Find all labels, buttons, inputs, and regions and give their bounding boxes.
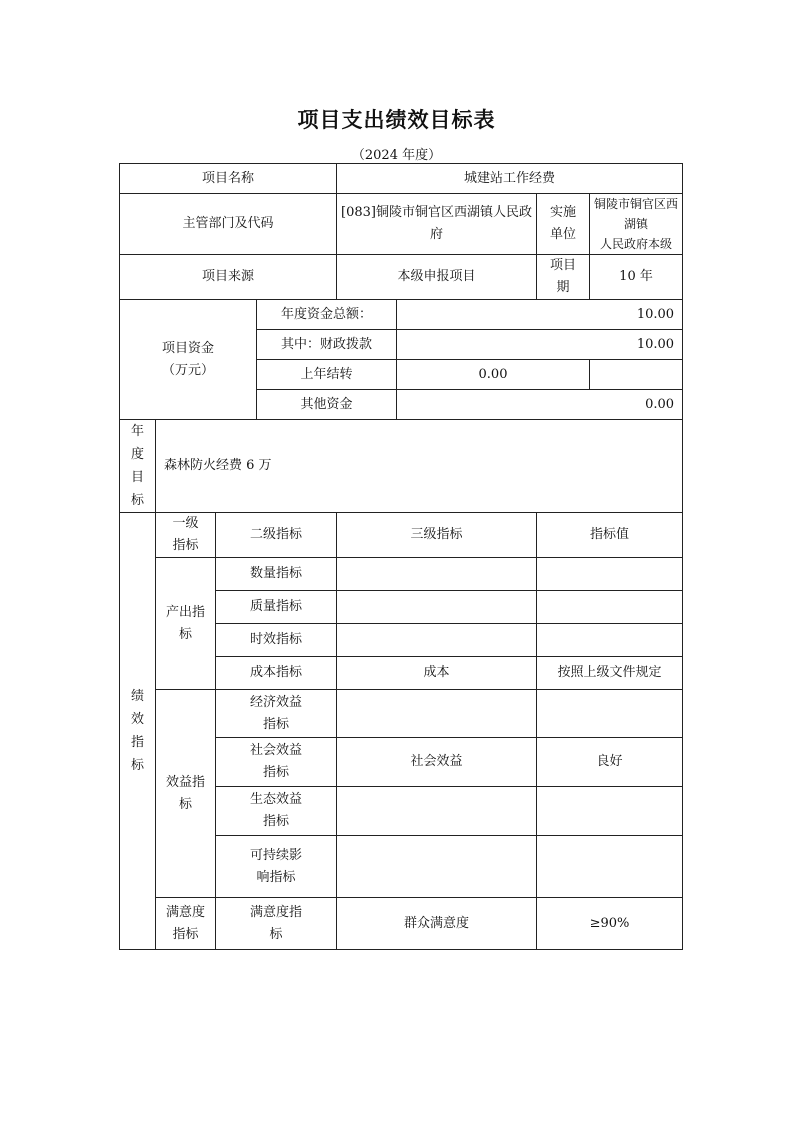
row-indicator-header — [120, 513, 683, 558]
sustainability-value — [537, 836, 683, 898]
economic-value — [537, 690, 683, 738]
dept-value: [083]铜陵市铜官区西湖镇人民政府 — [337, 194, 537, 255]
economic-indicator — [216, 690, 337, 738]
sustainability-level3 — [337, 836, 537, 898]
funds-carryover-value: 0.00 — [397, 360, 590, 390]
satisfaction-l1-line1: 满意度 — [165, 904, 205, 920]
funds-carryover-label: 上年结转 — [257, 360, 397, 390]
economic-line2: 指标 — [263, 716, 290, 732]
social-level3: 社会效益 — [337, 738, 537, 787]
row-source — [120, 255, 683, 300]
row-satisfaction — [120, 898, 683, 950]
row-funds-total — [120, 300, 683, 330]
social-value: 良好 — [537, 738, 683, 787]
quantity-value — [537, 558, 683, 591]
impl-value-line2: 人民政府本级 — [600, 237, 673, 251]
row-project-name — [120, 164, 683, 194]
social-line2: 指标 — [263, 765, 290, 780]
output-label-line2: 标 — [178, 626, 192, 642]
funds-other-value: 0.00 — [397, 390, 683, 420]
impl-unit-value — [590, 194, 683, 255]
year-subtitle: （2024 年度） — [351, 148, 442, 163]
perf-label-char: 标 — [130, 758, 144, 773]
social-indicator — [216, 738, 337, 787]
funds-carryover-spacer — [590, 360, 683, 390]
period-label — [537, 255, 590, 300]
ecological-line2: 指标 — [263, 814, 290, 829]
source-value: 本级申报项目 — [337, 255, 537, 300]
ecological-line1: 生态效益 — [250, 792, 303, 807]
annual-goal-char: 标 — [130, 493, 144, 508]
perf-label-char: 效 — [130, 712, 144, 727]
period-label-line1: 项目 — [550, 258, 577, 273]
annual-goal-char: 度 — [130, 447, 144, 462]
satisfaction-l2-line2: 标 — [269, 926, 283, 942]
satisfaction-level2 — [216, 898, 337, 950]
satisfaction-l2-line1: 满意度指 — [250, 904, 303, 920]
annual-goal-value: 森林防火经费 6 万 — [156, 420, 683, 513]
performance-target-table — [119, 163, 683, 950]
impl-label-line2: 单位 — [550, 227, 577, 242]
quality-level3 — [337, 591, 537, 624]
page-title: 项目支出绩效目标表 — [297, 108, 496, 132]
row-department — [120, 194, 683, 255]
annual-goal-char: 年 — [130, 424, 144, 439]
benefit-label-line2: 标 — [178, 796, 192, 812]
project-name-value: 城建站工作经费 — [337, 164, 683, 194]
period-label-line2: 期 — [556, 280, 570, 295]
quality-indicator: 质量指标 — [216, 591, 337, 624]
sustainability-line2: 响指标 — [256, 869, 296, 885]
satisfaction-level1 — [156, 898, 216, 950]
cost-value: 按照上级文件规定 — [537, 657, 683, 690]
satisfaction-value: ≥90% — [537, 898, 683, 950]
benefit-indicator-label — [156, 690, 216, 898]
funds-other-label: 其他资金 — [257, 390, 397, 420]
satisfaction-level3: 群众满意度 — [337, 898, 537, 950]
quantity-indicator: 数量指标 — [216, 558, 337, 591]
sustainability-indicator — [216, 836, 337, 898]
impl-unit-label — [537, 194, 590, 255]
timeliness-value — [537, 624, 683, 657]
ecological-level3 — [337, 787, 537, 836]
header-level3: 三级指标 — [337, 513, 537, 558]
funds-label — [120, 300, 257, 420]
row-quantity — [120, 558, 683, 591]
impl-label-line1: 实施 — [550, 205, 577, 220]
sustainability-line1: 可持续影 — [250, 847, 303, 863]
funds-label-line2: （万元） — [161, 362, 214, 378]
quantity-level3 — [337, 558, 537, 591]
quality-value — [537, 591, 683, 624]
funds-label-line1: 项目资金 — [161, 340, 214, 356]
period-value: 10 年 — [590, 255, 683, 300]
output-indicator-label — [156, 558, 216, 690]
timeliness-level3 — [337, 624, 537, 657]
source-label: 项目来源 — [120, 255, 337, 300]
funds-fiscal-value: 10.00 — [397, 330, 683, 360]
perf-label-char: 绩 — [130, 689, 144, 704]
satisfaction-l1-line2: 指标 — [172, 926, 199, 942]
ecological-value — [537, 787, 683, 836]
benefit-label-line1: 效益指 — [165, 774, 205, 790]
dept-label: 主管部门及代码 — [120, 194, 337, 255]
row-annual-goal — [120, 420, 683, 513]
row-economic — [120, 690, 683, 738]
cost-indicator: 成本指标 — [216, 657, 337, 690]
funds-total-label: 年度资金总额： — [257, 300, 397, 330]
annual-goal-char: 目 — [130, 470, 144, 485]
header-level2: 二级指标 — [216, 513, 337, 558]
funds-fiscal-label: 其中：财政拨款 — [257, 330, 397, 360]
header-value: 指标值 — [537, 513, 683, 558]
perf-label-char: 指 — [130, 735, 144, 750]
impl-value-line1: 铜陵市铜官区西湖镇 — [594, 197, 679, 231]
timeliness-indicator: 时效指标 — [216, 624, 337, 657]
project-name-label: 项目名称 — [120, 164, 337, 194]
header-level1 — [156, 513, 216, 558]
header-level1-line2: 指标 — [172, 538, 199, 553]
ecological-indicator — [216, 787, 337, 836]
output-label-line1: 产出指 — [165, 604, 205, 620]
annual-goal-label — [120, 420, 156, 513]
funds-total-value: 10.00 — [397, 300, 683, 330]
economic-level3 — [337, 690, 537, 738]
perf-indicator-label — [120, 513, 156, 950]
header-level1-line1: 一级 — [172, 516, 199, 531]
economic-line1: 经济效益 — [250, 694, 303, 710]
social-line1: 社会效益 — [250, 743, 303, 758]
cost-level3: 成本 — [337, 657, 537, 690]
